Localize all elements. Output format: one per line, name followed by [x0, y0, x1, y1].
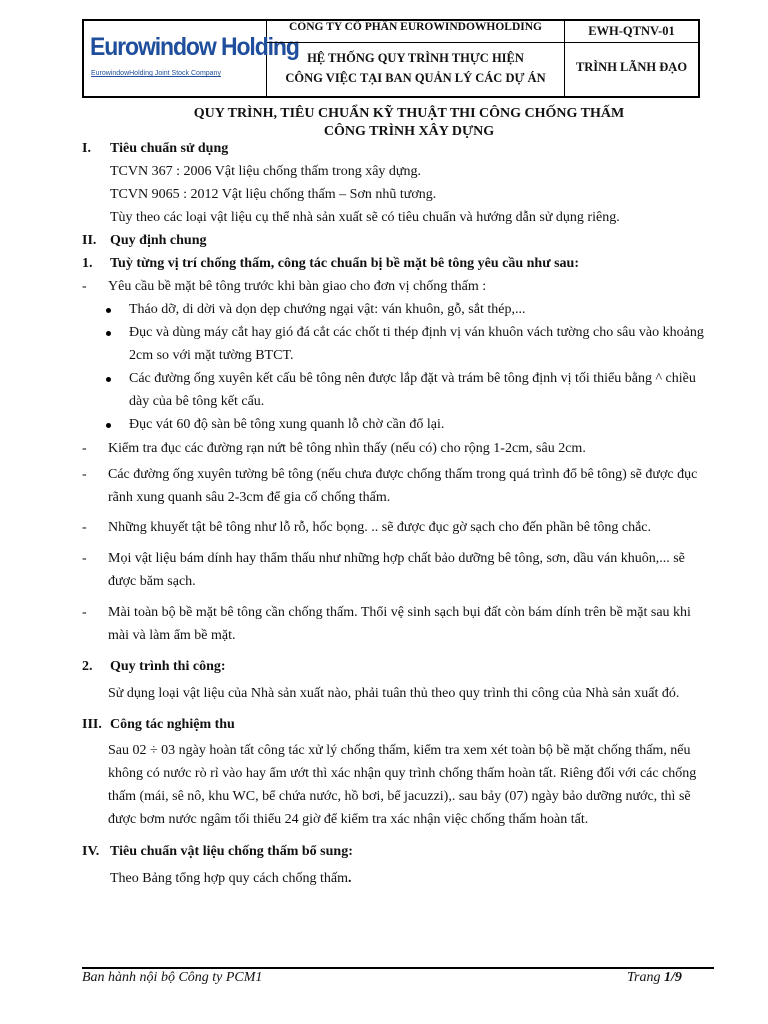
dash-marker: - — [82, 279, 87, 294]
dash-marker: - — [82, 551, 87, 566]
system-title-line1: HỆ THỐNG QUY TRÌNH THỰC HIỆN — [307, 51, 524, 65]
dash-marker: - — [82, 520, 87, 535]
system-title — [267, 43, 565, 96]
dash-item: Mài toàn bộ bề mặt bê tông cần chống thấm. Thổi vệ sinh sạch bụi đất còn bám dính trên bề mặt sau khi — [108, 605, 691, 620]
section4-text — [110, 871, 351, 887]
bullet-item-continued: 2cm so với mặt tường BTCT. — [129, 348, 294, 363]
bullet-icon — [106, 331, 111, 336]
footer-issuer: Ban hành nội bộ Công ty PCM1 — [82, 970, 263, 985]
page-label: Trang — [627, 970, 664, 985]
bullet-item: Tháo dỡ, di dời và dọn dẹp chướng ngại vật: ván khuôn, gỗ, sắt thép,... — [129, 302, 526, 317]
subsection1-heading: Tuỳ từng vị trí chống thấm, công tác chuẩn bị bề mặt bê tông yêu cầu như sau: — [110, 256, 580, 271]
document-code: EWH-QTNV-01 — [565, 21, 698, 43]
approval-label: TRÌNH LÃNH ĐẠO — [575, 60, 688, 74]
system-title-line2: CÔNG VIỆC TẠI BAN QUẢN LÝ CÁC DỰ ÁN — [285, 71, 546, 85]
company-name: CÔNG TY CỔ PHẦN EUROWINDOWHOLDING — [267, 21, 565, 43]
dash-item: Kiểm tra đục các đường rạn nứt bê tông nhìn thấy (nếu có) cho rộng 1-2cm, sâu 2cm. — [108, 441, 586, 456]
standard-line: TCVN 9065 : 2012 Vật liệu chống thấm – Sơn nhũ tương. — [110, 187, 437, 202]
standard-line: TCVN 367 : 2006 Vật liệu chống thấm trong xây dựng. — [110, 164, 422, 179]
section4-number: IV. — [82, 844, 100, 859]
logo-subtitle: EurowindowHolding Joint Stock Company — [91, 70, 221, 77]
section4-heading: Tiêu chuẩn vật liệu chống thấm bổ sung: — [110, 844, 353, 859]
section1-heading: Tiêu chuẩn sử dụng — [110, 141, 229, 156]
standard-line: Tùy theo các loại vật liệu cụ thể nhà sản xuất sẽ có tiêu chuẩn và hướng dẫn sử dụng riêng. — [110, 210, 620, 225]
dash-item: Mọi vật liệu bám dính hay thẩm thấu như những hợp chất bảo dưỡng bê tông, sơn, dầu ván khuôn,... sẽ — [108, 551, 685, 566]
document-title-line1: QUY TRÌNH, TIÊU CHUẨN KỸ THUẬT THI CÔNG CHỐNG THẤM — [193, 106, 625, 121]
acceptance-line: được bơm nước ngâm tối thiểu 24 giờ để kiểm tra xác nhận việc chống thấm hoàn tất. — [108, 812, 589, 827]
dash-item-continued: mài và làm ẩm bề mặt. — [108, 628, 236, 643]
document-title-line2: CÔNG TRÌNH XÂY DỰNG — [323, 124, 495, 139]
section3-number: III. — [82, 717, 102, 732]
logo-cell — [84, 21, 299, 96]
section3-heading: Công tác nghiệm thu — [110, 717, 235, 732]
header-table — [82, 19, 700, 98]
bullet-item-continued: dày của bê tông kết cấu. — [129, 394, 265, 409]
section2-number: II. — [82, 233, 97, 248]
dash-item-continued: rãnh xung quanh sâu 2-3cm để gia cố chống thấm. — [108, 490, 391, 505]
page-number: 1/9 — [663, 970, 682, 985]
subsection2-text: Sử dụng loại vật liệu của Nhà sản xuất nào, phải tuân thủ theo quy trình thi công của Nhà sản xuất đó. — [108, 686, 680, 701]
section4-text-body: Theo Bảng tổng hợp quy cách chống thấm — [110, 871, 348, 886]
bullet-icon — [106, 423, 111, 428]
page-indicator — [627, 970, 682, 986]
dash-item: Những khuyết tật bê tông như lỗ rỗ, hốc bọng. .. sẽ được đục gờ sạch cho đến phần bê tông chắc. — [108, 520, 651, 535]
subsection2-heading: Quy trình thi công: — [110, 659, 226, 674]
bullet-item: Đục và dùng máy cắt hay gió đá cắt các chốt ti thép định vị ván khuôn vách tường cho sâu vào khoảng — [129, 325, 704, 340]
section4-text-end: . — [347, 871, 352, 886]
dash-item: Các đường ống xuyên tường bê tông (nếu chưa được chống thấm trong quá trình đổ bê tông) sẽ được đục — [108, 467, 698, 482]
acceptance-line: không có nước rò rỉ vào hay ẩm ướt thì xác nhận quy trình chống thấm hoàn tất. Riêng đối với các chống — [108, 766, 697, 781]
subsection1-number: 1. — [82, 256, 93, 271]
dash-item: Yêu cầu bề mặt bê tông trước khi bàn giao cho đơn vị chống thấm : — [108, 279, 487, 294]
bullet-icon — [106, 377, 111, 382]
acceptance-line: thấm (mái, sê nô, khu WC, bể chứa nước, hồ bơi, bể jacuzzi),. sau bảy (07) ngày bảo dưỡng nước, thì sẽ — [108, 789, 691, 804]
dash-marker: - — [82, 467, 87, 482]
company-logo: Eurowindow Holding — [90, 33, 299, 61]
bullet-item: Các đường ống xuyên kết cấu bê tông nên được lắp đặt và trám bê tông định vị tối thiểu bằng ^ chiều — [129, 371, 696, 386]
section1-number: I. — [82, 141, 91, 156]
dash-marker: - — [82, 441, 87, 456]
section2-heading: Quy định chung — [110, 233, 207, 248]
footer-divider — [82, 967, 714, 969]
bullet-item: Đục vát 60 độ sàn bê tông xung quanh lỗ chờ cần đổ lại. — [129, 417, 445, 432]
dash-marker: - — [82, 605, 87, 620]
dash-item-continued: được băm sạch. — [108, 574, 196, 589]
bullet-icon — [106, 308, 111, 313]
acceptance-line: Sau 02 ÷ 03 ngày hoàn tất công tác xử lý chống thấm, kiểm tra xem xét toàn bộ bề mặt chống thấm, nếu — [108, 743, 691, 758]
subsection2-number: 2. — [82, 659, 93, 674]
